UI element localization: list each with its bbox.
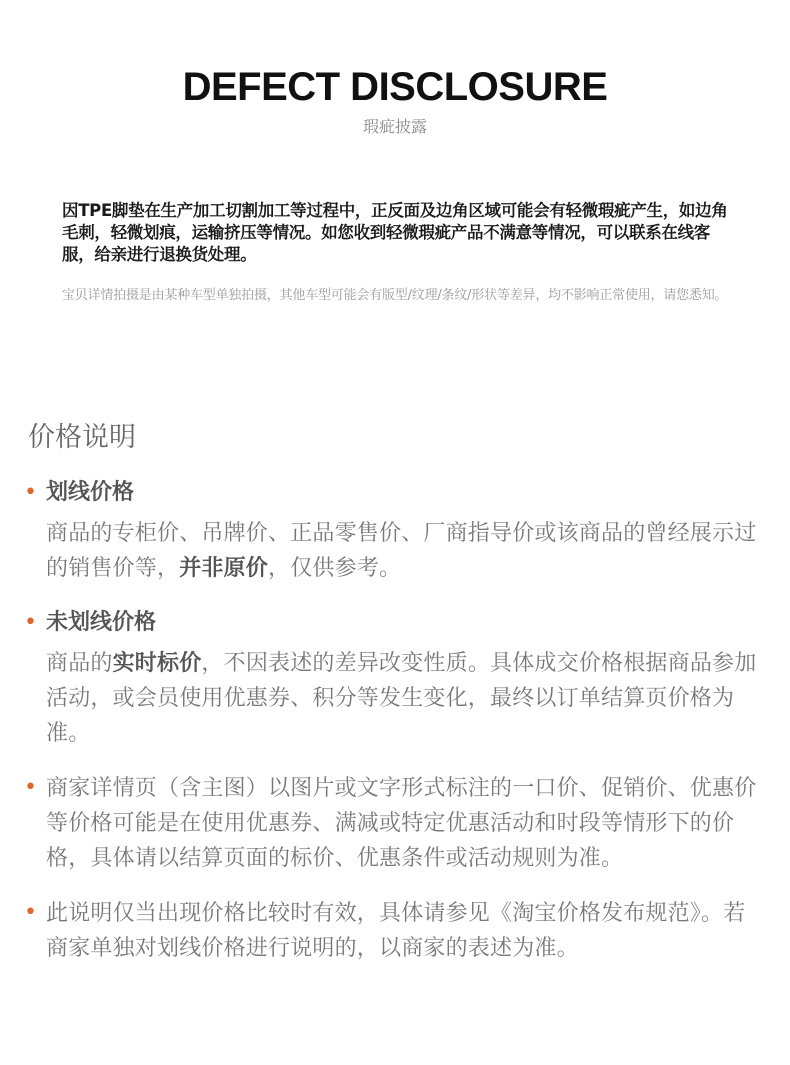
bullet-icon: • [24, 900, 37, 925]
defect-disclosure-section [0, 62, 790, 138]
price-item-validity [24, 896, 764, 966]
item-text-part: 商品的专柜价、吊牌价、正品零售价、厂商指导价或该商品的曾经展示过的销售价等， [46, 521, 757, 581]
item-text-part: 商品的 [46, 651, 113, 676]
item-text: 此说明仅当出现价格比较时有效，具体请参见《淘宝价格发布规范》。若商家单独对划线价格进行说明的，以商家的表述为准。 [46, 901, 746, 961]
item-text-bold: 实时标价 [112, 651, 202, 676]
item-text-bold: 并非原价 [179, 556, 269, 581]
price-explanation-section [24, 418, 764, 986]
defect-note: 宝贝详情拍摄是由某种车型单独拍摄，其他车型可能会有版型/纹理/条纹/形状等差异，均不影响正常使用，请您悉知。 [62, 288, 728, 303]
defect-description: 因TPE脚垫在生产加工切割加工等过程中，正反面及边角区域可能会有轻微瑕疵产生，如边角毛刺，轻微划痕，运输挤压等情况。如您收到轻微瑕疵产品不满意等情况，可以联系在线客服，给亲进行退换货处理。 [62, 201, 728, 264]
item-text-part: ，不因表述的差异改变性质。具体成交价格根据商品参加活动，或会员使用优惠券、积分等发生变化，最终以订单结算页价格为准。 [46, 651, 757, 746]
price-section-title: 价格说明 [28, 422, 136, 453]
item-text-part: ，仅供参考。 [268, 556, 402, 581]
item-text [46, 516, 764, 586]
price-item-detail-page [24, 771, 764, 876]
bullet-icon: • [24, 775, 37, 800]
item-text: 商家详情页（含主图）以图片或文字形式标注的一口价、促销价、优惠价等价格可能是在使用优惠券、满减或特定优惠活动和时段等情形下的价格，具体请以结算页面的标价、优惠条件或活动规则为准。 [46, 776, 757, 871]
item-heading: 划线价格 [46, 480, 135, 505]
defect-subtitle: 瑕疵披露 [362, 117, 427, 136]
bullet-icon: • [24, 610, 37, 635]
item-heading: 未划线价格 [46, 610, 157, 635]
price-item-non-strikethrough [24, 606, 764, 751]
bullet-icon: • [24, 480, 37, 505]
defect-title: DEFECT DISCLOSURE [182, 65, 608, 109]
item-text [46, 646, 764, 751]
price-item-strikethrough [24, 476, 764, 586]
